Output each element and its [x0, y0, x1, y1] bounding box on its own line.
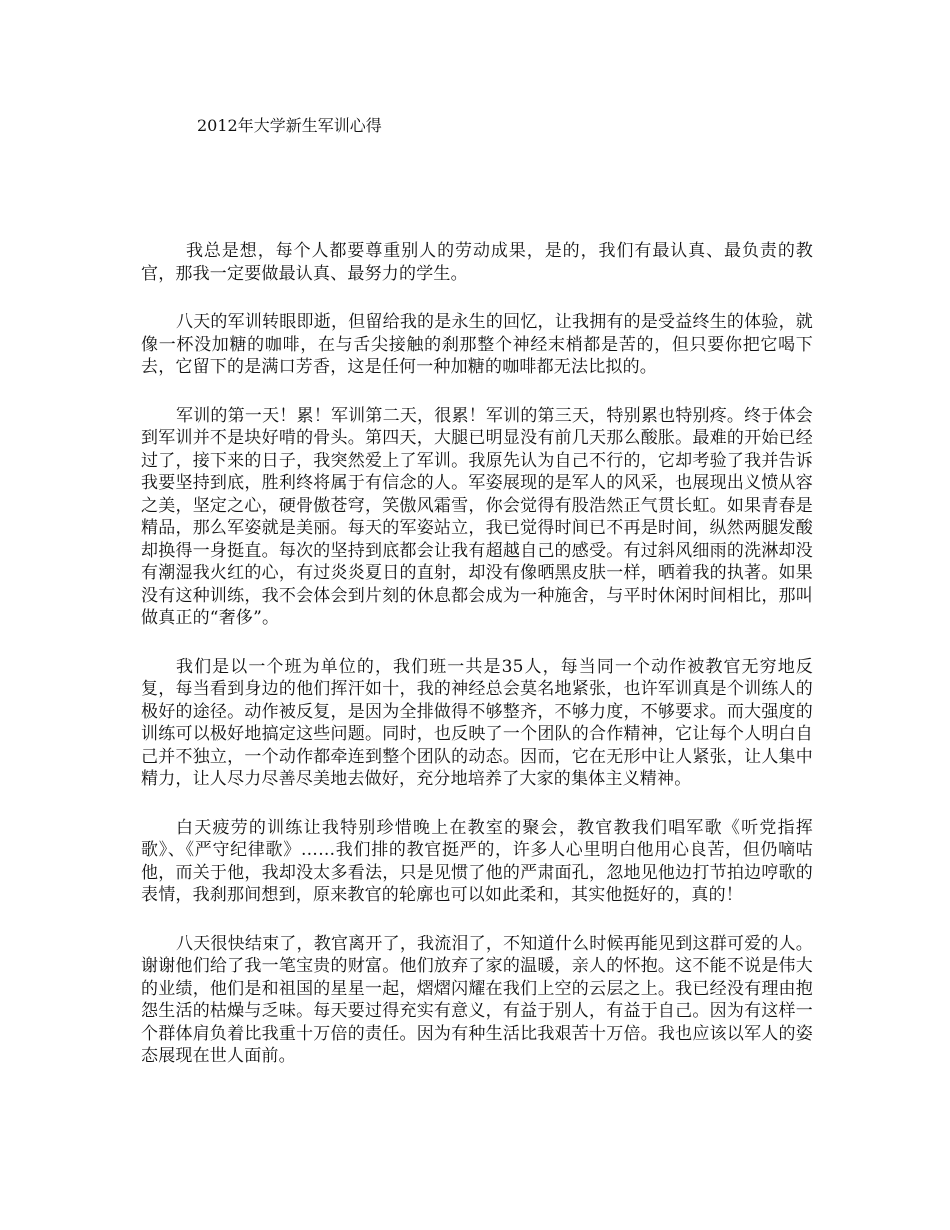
paragraph-3: 军训的第一天！累！军训第二天，很累！军训的第三天，特别累也特别疼。终于体会到军训并不是块好啃的骨头。第四天，大腿已明显没有前几天那么酸胀。最难的开始已经过了，接下来的日子，我突然爱上了军训。我原先认为自己不行的，它却考验了我并告诉我要坚持到底，胜利终将属于有信念的人。军姿展现的是军人的风采，也展现出义愤从容之美，坚定之心，硬骨傲苍穹，笑傲风霜雪，你会觉得有股浩然正气贯长虹。如果青春是精品，那么军姿就是美丽。每天的军姿站立，我已觉得时间已不再是时间，纵然两腿发酸却换得一身挺直。每次的坚持到底都会让我有超越自己的感受。有过斜风细雨的洗淋却没有潮湿我火红的心，有过炎炎夏日的直射，却没有像晒黑皮肤一样，晒着我的执著。如果没有这种训练，我不会体会到片刻的休息都会成为一种施舍，与平时休闲时间相比，那叫做真正的“奢侈”。 — [141, 405, 813, 628]
document-title: 2012年大学新生军训心得 — [197, 116, 382, 135]
document-body — [141, 240, 813, 1094]
paragraph-1: 我总是想，每个人都要尊重别人的劳动成果，是的，我们有最认真、最负责的教官，那我一定要做最认真、最努力的学生。 — [141, 241, 813, 284]
paragraph-4: 我们是以一个班为单位的，我们班一共是35人，每当同一个动作被教官无穷地反复，每当看到身边的他们挥汗如十，我的神经总会莫名地紧张，也许军训真是个训练人的极好的途径。动作被反复，是因为全排做得不够整齐，不够力度，不够要求。而大强度的训练可以极好地搞定这些问题。同时，也反映了一个团队的合作精神，它让每个人明白自己并不独立，一个动作都牵连到整个团队的动态。因而，它在无形中让人紧张，让人集中精力，让人尽力尽善尽美地去做好，充分地培养了大家的集体主义精神。 — [141, 656, 813, 789]
paragraph-6: 八天很快结束了，教官离开了，我流泪了，不知道什么时候再能见到这群可爱的人。谢谢他们给了我一笔宝贵的财富。他们放弃了家的温暖，亲人的怀抱。这不能不说是伟大的业绩，他们是和祖国的星星一起，熠熠闪耀在我们上空的云层之上。我已经没有理由抱怨生活的枯燥与乏味。每天要过得充实有意义，有益于别人，有益于自己。因为有这样一个群体肩负着比我重十万倍的责任。因为有种生活比我艰苦十万倍。我也应该以军人的姿态展现在世人面前。 — [141, 933, 813, 1066]
paragraph-5: 白天疲劳的训练让我特别珍惜晚上在教室的聚会，教官教我们唱军歌《听党指挥歌》、《严守纪律歌》……我们排的教官挺严的，许多人心里明白他用心良苦，但仍嘀咕他，而关于他，我却没太多看法，只是见惯了他的严肃面孔，忽地见他边打节拍边哼歌的表情，我刹那间想到，原来教官的轮廓也可以如此柔和，其实他挺好的，真的！ — [141, 817, 813, 905]
paragraph-2: 八天的军训转眼即逝，但留给我的是永生的回忆，让我拥有的是受益终生的体验，就像一杯没加糖的咖啡，在与舌尖接触的刹那整个神经末梢都是苦的，但只要你把它喝下去，它留下的是满口芳香，这是任何一种加糖的咖啡都无法比拟的。 — [141, 312, 813, 377]
